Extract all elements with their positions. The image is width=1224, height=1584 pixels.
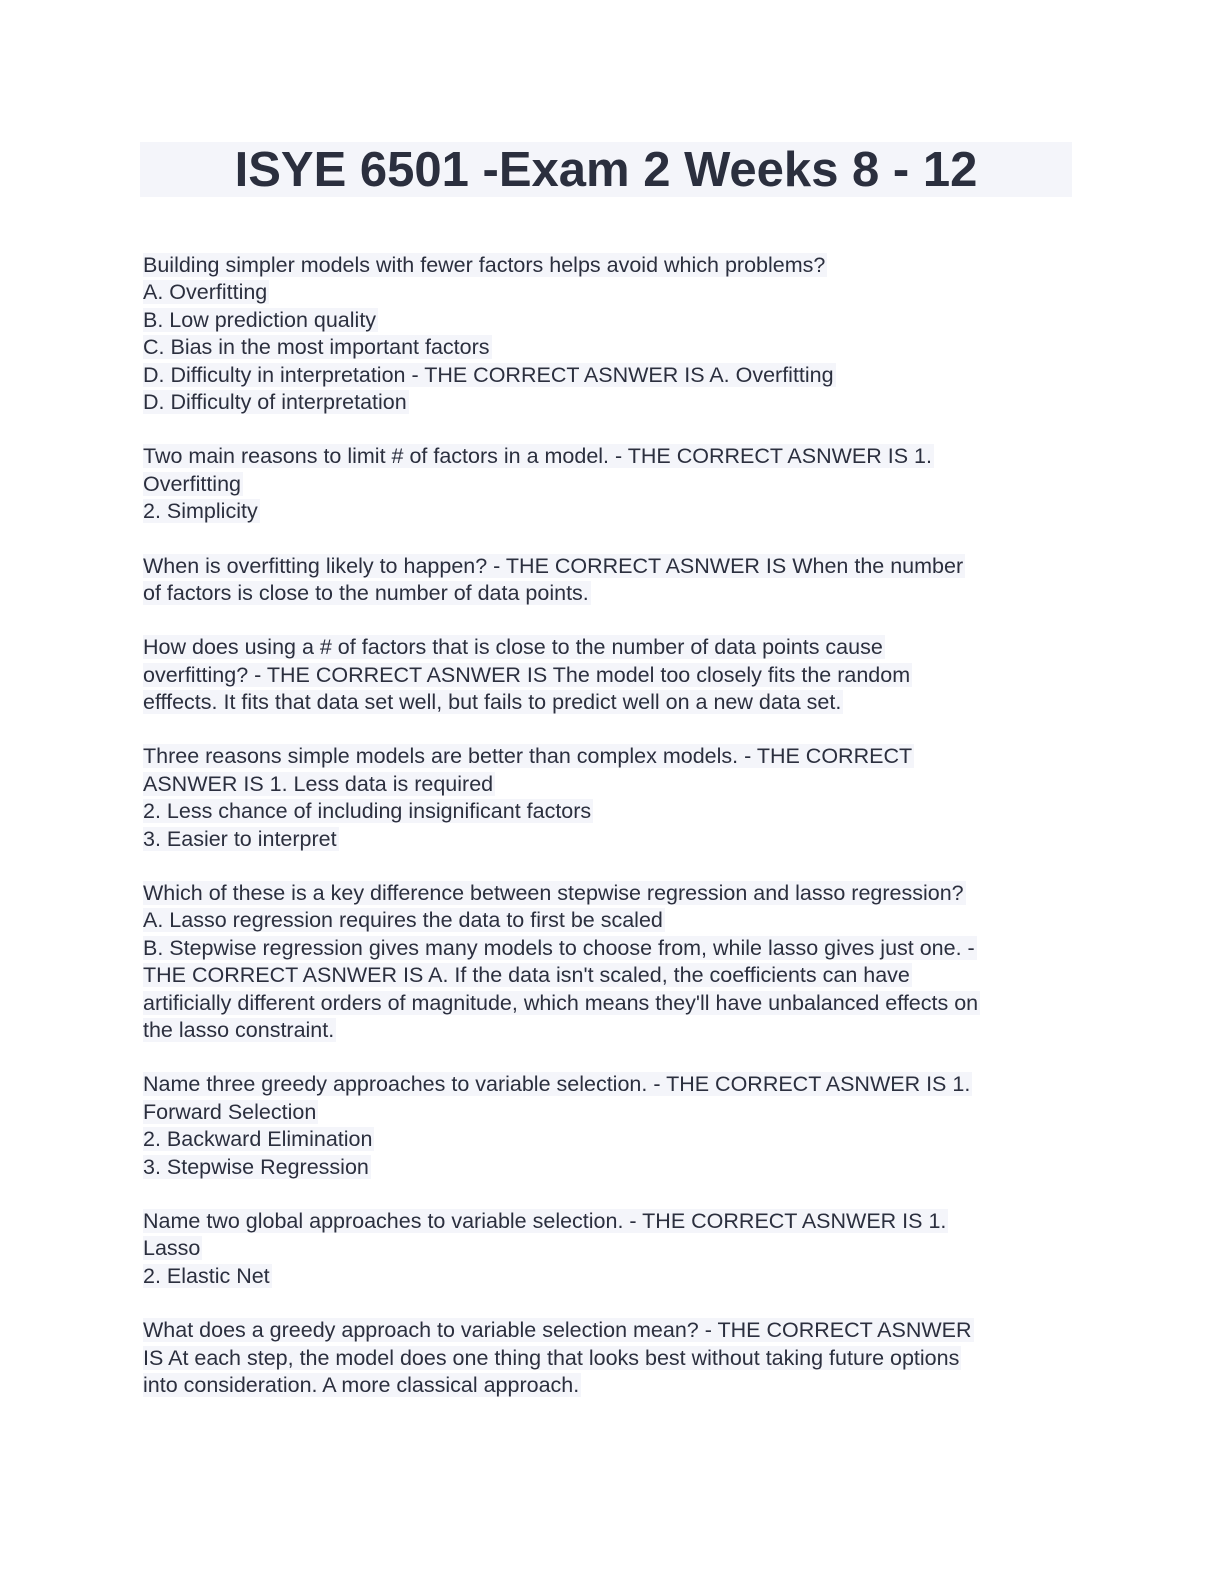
answer-line: 3. Easier to interpret — [143, 826, 337, 851]
question-line: When is overfitting likely to happen? - THE CORRECT ASNWER IS When the number — [143, 553, 964, 578]
qa-block — [143, 743, 1083, 853]
qa-block — [143, 634, 1083, 716]
answer-line: overfitting? - THE CORRECT ASNWER IS The model too closely fits the random — [143, 662, 911, 687]
answer-line: efffects. It fits that data set well, but fails to predict well on a new data set. — [143, 690, 842, 715]
qa-block — [143, 553, 1083, 608]
answer-line: 2. Elastic Net — [143, 1263, 270, 1288]
answer-line: the lasso constraint. — [143, 1017, 335, 1042]
answer-line: 2. Simplicity — [143, 499, 258, 524]
question-line: What does a greedy approach to variable selection mean? - THE CORRECT ASNWER — [143, 1318, 972, 1343]
question-line: How does using a # of factors that is close to the number of data points cause — [143, 635, 883, 660]
question-line: Which of these is a key difference between stepwise regression and lasso regression? — [143, 881, 964, 906]
document-body — [143, 252, 1083, 1426]
answer-line: THE CORRECT ASNWER IS A. If the data isn't scaled, the coefficients can have — [143, 963, 910, 988]
question-line: Name two global approaches to variable selection. - THE CORRECT ASNWER IS 1. — [143, 1208, 947, 1233]
answer-line: D. Difficulty in interpretation - THE CORRECT ASNWER IS A. Overfitting — [143, 362, 834, 387]
question-line: Two main reasons to limit # of factors in a model. - THE CORRECT ASNWER IS 1. — [143, 444, 932, 469]
answer-line: of factors is close to the number of data points. — [143, 580, 589, 605]
answer-line: 3. Stepwise Regression — [143, 1154, 369, 1179]
qa-block — [143, 443, 1083, 525]
page-title: ISYE 6501 -Exam 2 Weeks 8 - 12 — [140, 142, 1072, 197]
option-line: B. Low prediction quality — [143, 307, 377, 332]
answer-line: 2. Backward Elimination — [143, 1127, 373, 1152]
question-line: Name three greedy approaches to variable selection. - THE CORRECT ASNWER IS 1. — [143, 1072, 971, 1097]
answer-line: 2. Less chance of including insignificant factors — [143, 799, 592, 824]
option-line: D. Difficulty of interpretation — [143, 389, 407, 414]
qa-block — [143, 1317, 1083, 1399]
answer-line: into consideration. A more classical approach. — [143, 1372, 580, 1397]
option-line: B. Stepwise regression gives many models to choose from, while lasso gives just one. - — [143, 935, 975, 960]
question-line: Three reasons simple models are better than complex models. - THE CORRECT — [143, 744, 913, 769]
question-line: Building simpler models with fewer factors helps avoid which problems? — [143, 253, 826, 277]
qa-block — [143, 1071, 1083, 1181]
qa-block — [143, 880, 1083, 1044]
qa-block — [143, 1208, 1083, 1290]
qa-block — [143, 252, 1083, 416]
answer-line: Forward Selection — [143, 1099, 317, 1124]
answer-line: IS At each step, the model does one thing that looks best without taking future options — [143, 1345, 960, 1370]
answer-line: Lasso — [143, 1236, 201, 1261]
option-line: A. Lasso regression requires the data to first be scaled — [143, 908, 663, 933]
option-line: C. Bias in the most important factors — [143, 335, 490, 360]
answer-line: ASNWER IS 1. Less data is required — [143, 771, 494, 796]
answer-line: Overfitting — [143, 471, 241, 496]
answer-line: artificially different orders of magnitude, which means they'll have unbalanced effects on — [143, 990, 979, 1015]
option-line: A. Overfitting — [143, 280, 268, 305]
